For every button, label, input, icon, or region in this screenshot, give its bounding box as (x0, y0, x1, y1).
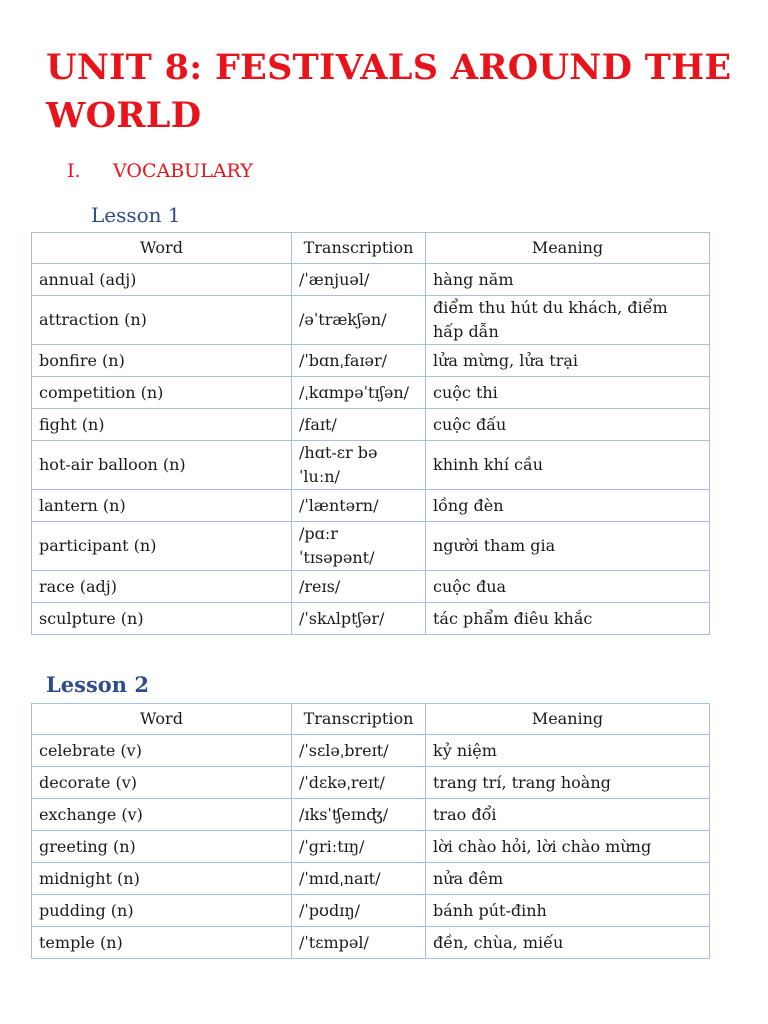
transcription-cell: /əˈtrækʃən/ (292, 296, 426, 345)
header-meaning: Meaning (426, 233, 710, 264)
transcription-cell: /ˈmɪdˌnaɪt/ (292, 863, 426, 895)
page-title: UNIT 8: FESTIVALS AROUND THE WORLD (46, 47, 732, 136)
word-cell: pudding (n) (32, 895, 292, 927)
word-cell: temple (n) (32, 927, 292, 959)
word-cell: lantern (n) (32, 490, 292, 522)
transcription-cell: /reɪs/ (292, 571, 426, 603)
meaning-cell: lời chào hỏi, lời chào mừng (426, 831, 710, 863)
meaning-cell: cuộc đua (426, 571, 710, 603)
table-row (32, 831, 710, 863)
lesson-2-heading: Lesson 2 (46, 672, 149, 697)
word-cell: bonfire (n) (32, 345, 292, 377)
header-word: Word (32, 704, 292, 735)
table-row (32, 441, 710, 490)
word-cell: celebrate (v) (32, 735, 292, 767)
lesson-2-table (31, 703, 710, 959)
word-cell: greeting (n) (32, 831, 292, 863)
section-label: VOCABULARY (113, 160, 253, 182)
word-cell: decorate (v) (32, 767, 292, 799)
word-cell: hot-air balloon (n) (32, 441, 292, 490)
transcription-cell: /ˈbɑnˌfaɪər/ (292, 345, 426, 377)
meaning-cell: trang trí, trang hoàng (426, 767, 710, 799)
transcription-cell: /ˌkɑmpəˈtɪʃən/ (292, 377, 426, 409)
meaning-cell: tác phẩm điêu khắc (426, 603, 710, 635)
transcription-cell: /ˈgriːtɪŋ/ (292, 831, 426, 863)
transcription-cell: /ˈænjuəl/ (292, 264, 426, 296)
word-cell: race (adj) (32, 571, 292, 603)
table-row (32, 603, 710, 635)
meaning-cell: cuộc thi (426, 377, 710, 409)
table-row (32, 264, 710, 296)
table-row (32, 735, 710, 767)
table-row (32, 377, 710, 409)
meaning-cell: lửa mừng, lửa trại (426, 345, 710, 377)
transcription-cell: /faɪt/ (292, 409, 426, 441)
word-cell: midnight (n) (32, 863, 292, 895)
section-number: I. (67, 160, 81, 182)
meaning-cell: hàng năm (426, 264, 710, 296)
meaning-cell: kỷ niệm (426, 735, 710, 767)
header-transcription: Transcription (292, 233, 426, 264)
table-row (32, 927, 710, 959)
table-row (32, 895, 710, 927)
meaning-cell: người tham gia (426, 522, 710, 571)
transcription-cell: /ˈlæntərn/ (292, 490, 426, 522)
meaning-cell: trao đổi (426, 799, 710, 831)
transcription-cell: /ˈsɛləˌbreɪt/ (292, 735, 426, 767)
transcription-cell: /ˈskʌlptʃər/ (292, 603, 426, 635)
transcription-cell: /hɑt-ɛr bə ˈluːn/ (292, 441, 426, 490)
transcription-cell: /ɪksˈʧeɪnʤ/ (292, 799, 426, 831)
table-row (32, 767, 710, 799)
lesson-1-heading: Lesson 1 (91, 203, 181, 227)
lesson-1-table (31, 232, 710, 635)
section-heading (67, 158, 253, 184)
word-cell: participant (n) (32, 522, 292, 571)
table-row (32, 571, 710, 603)
word-cell: exchange (v) (32, 799, 292, 831)
table-row (32, 799, 710, 831)
word-cell: fight (n) (32, 409, 292, 441)
table-header-row (32, 233, 710, 264)
table-row (32, 409, 710, 441)
transcription-cell: /ˈdɛkəˌreɪt/ (292, 767, 426, 799)
word-cell: competition (n) (32, 377, 292, 409)
meaning-cell: đền, chùa, miếu (426, 927, 710, 959)
word-cell: attraction (n) (32, 296, 292, 345)
meaning-cell: bánh pút-đinh (426, 895, 710, 927)
meaning-cell: khinh khí cầu (426, 441, 710, 490)
transcription-cell: /ˈtɛmpəl/ (292, 927, 426, 959)
table-row (32, 345, 710, 377)
transcription-cell: /ˈpʊdɪŋ/ (292, 895, 426, 927)
word-cell: annual (adj) (32, 264, 292, 296)
meaning-cell: điểm thu hút du khách, điểm hấp dẫn (426, 296, 710, 345)
header-transcription: Transcription (292, 704, 426, 735)
table-row (32, 296, 710, 345)
table-row (32, 863, 710, 895)
table-row (32, 522, 710, 571)
header-meaning: Meaning (426, 704, 710, 735)
meaning-cell: lồng đèn (426, 490, 710, 522)
meaning-cell: cuộc đấu (426, 409, 710, 441)
transcription-cell: /pɑːr ˈtɪsəpənt/ (292, 522, 426, 571)
word-cell: sculpture (n) (32, 603, 292, 635)
meaning-cell: nửa đêm (426, 863, 710, 895)
table-row (32, 490, 710, 522)
header-word: Word (32, 233, 292, 264)
table-header-row (32, 704, 710, 735)
